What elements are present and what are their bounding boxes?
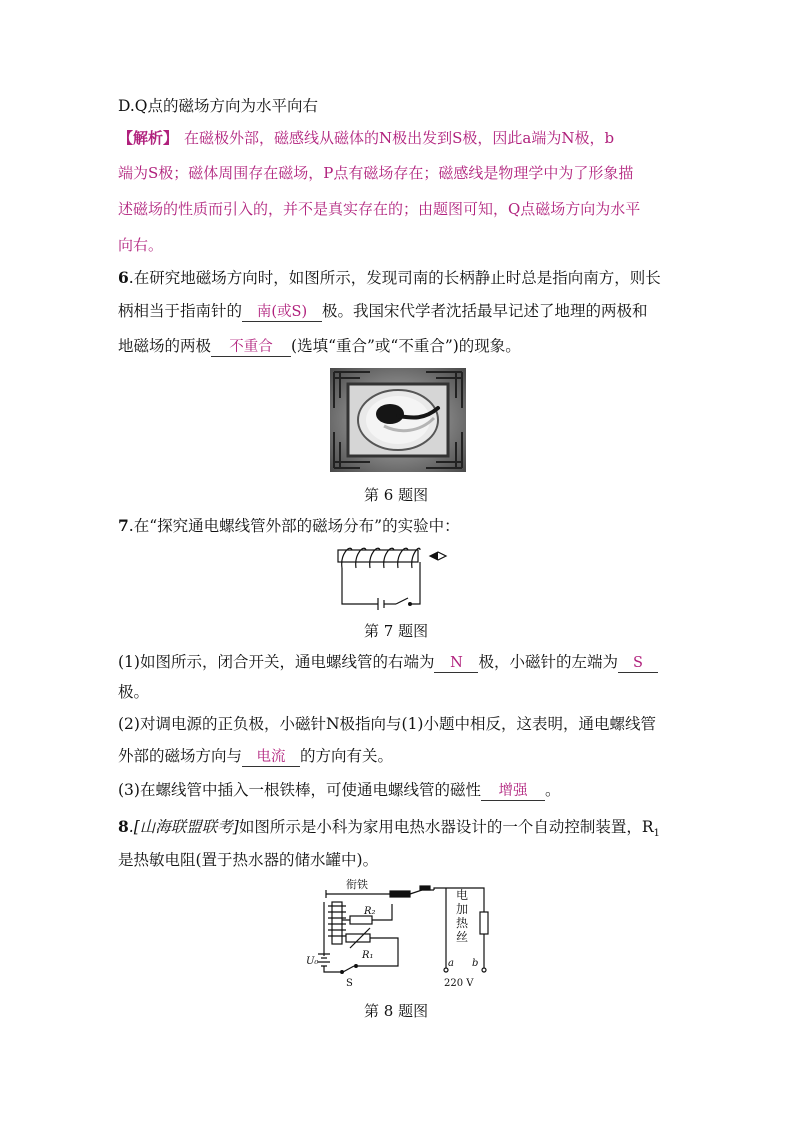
q7-line1 (118, 516, 460, 536)
voltage-label: 220 V (444, 978, 474, 988)
q7-answer-blank-4: 增强 (481, 782, 545, 801)
q7-p2-text-b: 外部的磁场方向与 (118, 747, 243, 765)
armature-label: 衔铁 (346, 878, 368, 891)
q7-answer-blank-3: 电流 (242, 748, 300, 767)
q7-part2-line2 (118, 746, 393, 767)
q8-caption: 第 8 题图 (364, 1002, 429, 1020)
q6-text-2a: 柄相当于指南针的 (118, 302, 243, 320)
heater-label: 电加热丝 (456, 888, 469, 944)
q8-line2: 是热敏电阻(置于热水器的储水罐中)。 (118, 851, 379, 869)
q5-option-d: D.Q点的磁场方向为水平向右 (118, 97, 319, 115)
solenoid-circuit-diagram (330, 540, 470, 610)
q8-r1-subscript: 1 (653, 828, 660, 840)
solenoid-svg (330, 540, 470, 610)
u0-label: U₀ (306, 956, 319, 967)
q6-number: 6 (118, 268, 129, 287)
terminal-a-label: a (448, 958, 454, 969)
q7-p3-text-a: (3)在螺线管中插入一根铁棒，可使通电螺线管的磁性 (118, 781, 481, 799)
q6-caption: 第 6 题图 (364, 486, 429, 504)
q7-number: 7 (118, 516, 129, 535)
q6-line1 (118, 268, 661, 288)
q6-text-3a: 地磁场的两极 (118, 337, 212, 355)
sinan-photo (330, 368, 466, 472)
q8-number: 8 (118, 817, 129, 836)
q8-text-1: 如图所示是小科为家用电热水器设计的一个自动控制装置，R (238, 818, 654, 836)
q7-part3-line (118, 780, 560, 801)
q5-analysis-line4: 向右。 (118, 236, 164, 254)
q7-part1-line1 (118, 652, 658, 673)
switch-label: S (346, 978, 353, 988)
analysis-label: 【解析】 (118, 129, 179, 147)
q7-p2-text-c: 的方向有关。 (300, 747, 394, 765)
q7-answer-blank-1: N (434, 654, 478, 673)
q5-analysis-line1 (118, 128, 614, 148)
terminal-b-label: b (472, 958, 479, 969)
q7-caption: 第 7 题图 (364, 622, 429, 640)
q7-text-1: .在“探究通电螺线管外部的磁场分布”的实验中： (128, 517, 460, 535)
q7-p3-text-b: 。 (544, 781, 561, 799)
q6-line3 (118, 336, 521, 357)
q6-text-1: .在研究地磁场方向时，如图所示，发现司南的长柄静止时总是指向南方，则长 (128, 269, 661, 287)
q8-line1 (118, 817, 660, 844)
q7-p1-text-a: (1)如图所示，闭合开关，通电螺线管的右端为 (118, 653, 435, 671)
q6-text-2b: 极。我国宋代学者沈括最早记述了地理的两极和 (322, 302, 648, 320)
sinan-illustration (330, 368, 466, 472)
q6-answer-blank-2: 不重合 (211, 338, 291, 357)
q6-line2 (118, 301, 648, 322)
q7-part1-line2: 极。 (118, 683, 150, 701)
q6-answer-blank-1: 南(或S) (242, 303, 322, 322)
q6-text-3b: (选填“重合”或“不重合”)的现象。 (291, 337, 521, 355)
q5-analysis-line3: 述磁场的性质而引入的，并不是真实存在的；由题图可知，Q点磁场方向为水平 (118, 200, 641, 218)
q7-p1-text-b: 极，小磁针的左端为 (478, 653, 618, 671)
q8-source-tag: .[山海联盟联考] (128, 818, 239, 836)
q7-answer-blank-2: S (618, 654, 658, 673)
control-circuit-diagram (306, 876, 492, 988)
analysis-text-1: 在磁极外部，磁感线从磁体的N极出发到S极，因此a端为N极，b (184, 129, 615, 147)
r1-label: R₁ (362, 950, 374, 961)
r2-label: R₂ (364, 906, 376, 917)
q5-analysis-line2: 端为S极；磁体周围存在磁场，P点有磁场存在；磁感线是物理学中为了形象描 (118, 164, 634, 182)
q7-part2-line1: (2)对调电源的正负极，小磁针N极指向与(1)小题中相反，这表明，通电螺线管 (118, 715, 656, 733)
